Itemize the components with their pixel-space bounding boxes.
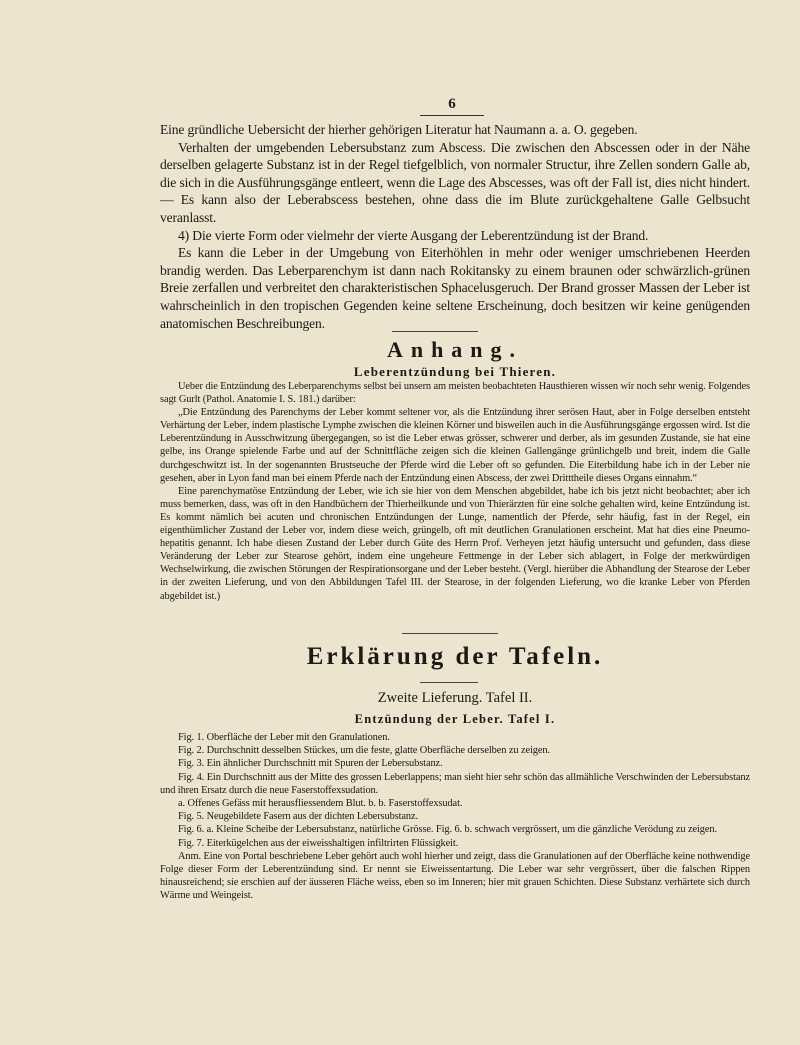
figure-entry: Fig. 7. Eiterkügelchen aus der eiweisshaltigen infiltrirten Flüssigkeit.	[178, 837, 459, 849]
page-number: 6	[420, 96, 484, 116]
figure-entry: a. Offenes Gefäss mit herausfliessendem Blut. b. b. Faserstoffexsudat.	[178, 798, 463, 810]
erklaerung-heading: Erklärung der Tafeln.	[306, 643, 604, 670]
figure-entry: Fig. 4. Ein Durchschnitt aus der Mitte des grossen Leberlappens; man sieht hier sehr schön das allmähliche Verschwinden der Lebersubstanz und ihren Ersatz durch die neue Faserstoffexsudation.	[160, 771, 750, 796]
anhang-paragraph-parenchym: Eine parenchymatöse Entzündung der Leber, wie ich sie hier von dem Menschen abgebildet, habe ich bis jetzt nicht beobachtet; aber ich muss bemerken, dass, was oft in den Handbüchern der Thierheilkunde und von Thierärzten für eine solche gehalten wird, keine Entzündung ist. Es kommt nämlich bei acuten und chronischen Entzündungen der Lunge, namentlich der Pferde, sehr häufig, fast in der Regel, ein eigenthümlicher Zustand der Leber vor, indem diese weich, grüngelb, oft mit deutlichen Granulationen erscheint. Mat hat dies eine Pneumo-hepatitis genannt. Ich habe diesen Zustand der Leber durch Güte des Herrn Prof. Verheyen jetzt häufig untersucht und gefunden, dass diese Veränderung der Leber zur Stearose gehört, indem eine ungeheure Fettmenge in der Leber sich ablagert, in Folge der merkwürdigen Wechselwirkung, die zwischen Störungen der Respirationsorgane und der Leber besteht. (Vergl. hierüber die Abhandlung der Stearose der Leber in der zweiten Lieferung, und von den Abbildungen Tafel III. der Stearose, in der folgenden Lieferung, wo die kranke Leber von Pferden abgebildet ist.)	[160, 485, 750, 602]
intro-paragraph-literature: Eine gründliche Uebersicht der hierher gehörigen Literatur hat Naumann a. a. O. gegeben.	[160, 122, 638, 137]
figure-entry: Fig. 1. Oberfläche der Leber mit den Granulationen.	[178, 732, 390, 743]
figure-entry: Fig. 2. Durchschnitt desselben Stückes, um die feste, glatte Oberfläche derselben zu zeigen.	[178, 745, 550, 757]
figure-entry: Fig. 5. Neugebildete Fasern aus der dichten Lebersubstanz.	[178, 811, 419, 823]
anhang-paragraph-intro: Ueber die Entzündung des Leberparenchyms selbst bei unsern am meisten beobachteten Hausthieren wissen wir noch sehr wenig. Folgendes sagt Gurlt (Pathol. Anatomie I. S. 181.) darüber:	[160, 381, 750, 406]
figure-entry: Fig. 3. Ein ähnlicher Durchschnitt mit Spuren der Lebersubstanz.	[178, 758, 443, 770]
separator-rule	[420, 682, 478, 683]
separator-rule	[402, 633, 498, 634]
figure-entry: Fig. 6. a. Kleine Scheibe der Lebersubstanz, natürliche Grösse. Fig. 6. b. schwach vergrössert, um die gänzliche Verödung zu zeigen.	[178, 824, 717, 836]
anhang-heading: Anhang.	[386, 337, 524, 362]
separator-rule	[392, 331, 478, 332]
intro-paragraph-fourth-form: 4) Die vierte Form oder vielmehr der vierte Ausgang der Leberentzündung ist der Brand.	[178, 227, 649, 243]
intro-paragraph-abscess: Verhalten der umgebenden Lebersubstanz zum Abscess. Die zwischen den Abscessen oder in der Nähe derselben gelagerte Substanz ist in der Regel tiefgelblich, von normaler Structur, ihre Zellen sondern Galle ab, die sich in die Ausführungsgänge entleert, wenn die Lage des Abscesses, was oft der Fall ist, dies nicht hindert. — Es kann also der Leberabscess bestehen, ohne dass die im Blute zurückgehaltene Galle Gelbsucht veranlasst.	[160, 139, 750, 225]
anhang-section	[160, 380, 750, 603]
tafel-heading: Entzündung der Leber. Tafel I.	[354, 712, 556, 726]
intro-section	[160, 121, 750, 332]
intro-paragraph-brand: Es kann die Leber in der Umgebung von Eiterhöhlen in mehr oder weniger umschriebenen Heerden brandig werden. Das Leberparenchym ist dann nach Rokitansky zu einem braunen oder schwärzlich-grünen Breie zerfallen und verbreitet den charakteristischen Sphacelusgeruch. Der Brand grosser Massen der Leber ist wahrscheinlich in den tropischen Gegenden keine seltene Erscheinung, doch besitzen wir keine genügenden anatomischen Beschreibungen.	[160, 245, 750, 331]
lieferung-heading: Zweite Lieferung. Tafel II.	[377, 690, 533, 706]
figure-list	[160, 731, 750, 903]
annotation-note: Anm. Eine von Portal beschriebene Leber gehört auch wohl hierher und zeigt, dass die Granulationen auf der Oberfläche keine nothwendige Folge dieser Form der Leberentzündung sind. Er nennt sie Eiweissentartung. Die Leber war sehr vergrössert, über die falschen Rippen hinausreichend; sie erschien auf der äusseren Fläche weiss, eben so im Inneren; hier mit grauen Schichten. Diese Substanz verhärtete sich durch Wärme und Weingeist.	[160, 850, 750, 902]
anhang-paragraph-quote: „Die Entzündung des Parenchyms der Leber kommt seltener vor, als die Entzündung ihrer serösen Haut, aber in Folge derselben entsteht Verhärtung der Leber, indem plastische Lymphe zwischen die kleinen Körner und bisweilen auch in die Ausführungsgänge ergossen wird. Ist die Leberentzündung in Ausschwitzung übergegangen, so ist die Leber etwas grösser, schwerer und derber, als im gesunden Zustande, sie hat eine gelbe, ins Orange spielende Farbe und auf der Schnittfläche zeigen sich die kleinen Gallengänge grünlichgelb und breit, indem die Galle durchgeschwitzt ist. In der sogenannten Brustseuche der Pferde wird die Leber oft so gefunden. Die Eiterbildung habe ich in der Leber nie gesehen, aber in Lyon fand man bei einem Pferde nach der Entzündung einen Abscess, der zwei Dritttheile dieses Organs einnahm.“	[160, 407, 750, 484]
anhang-subtitle: Leberentzündung bei Thieren.	[353, 364, 557, 379]
